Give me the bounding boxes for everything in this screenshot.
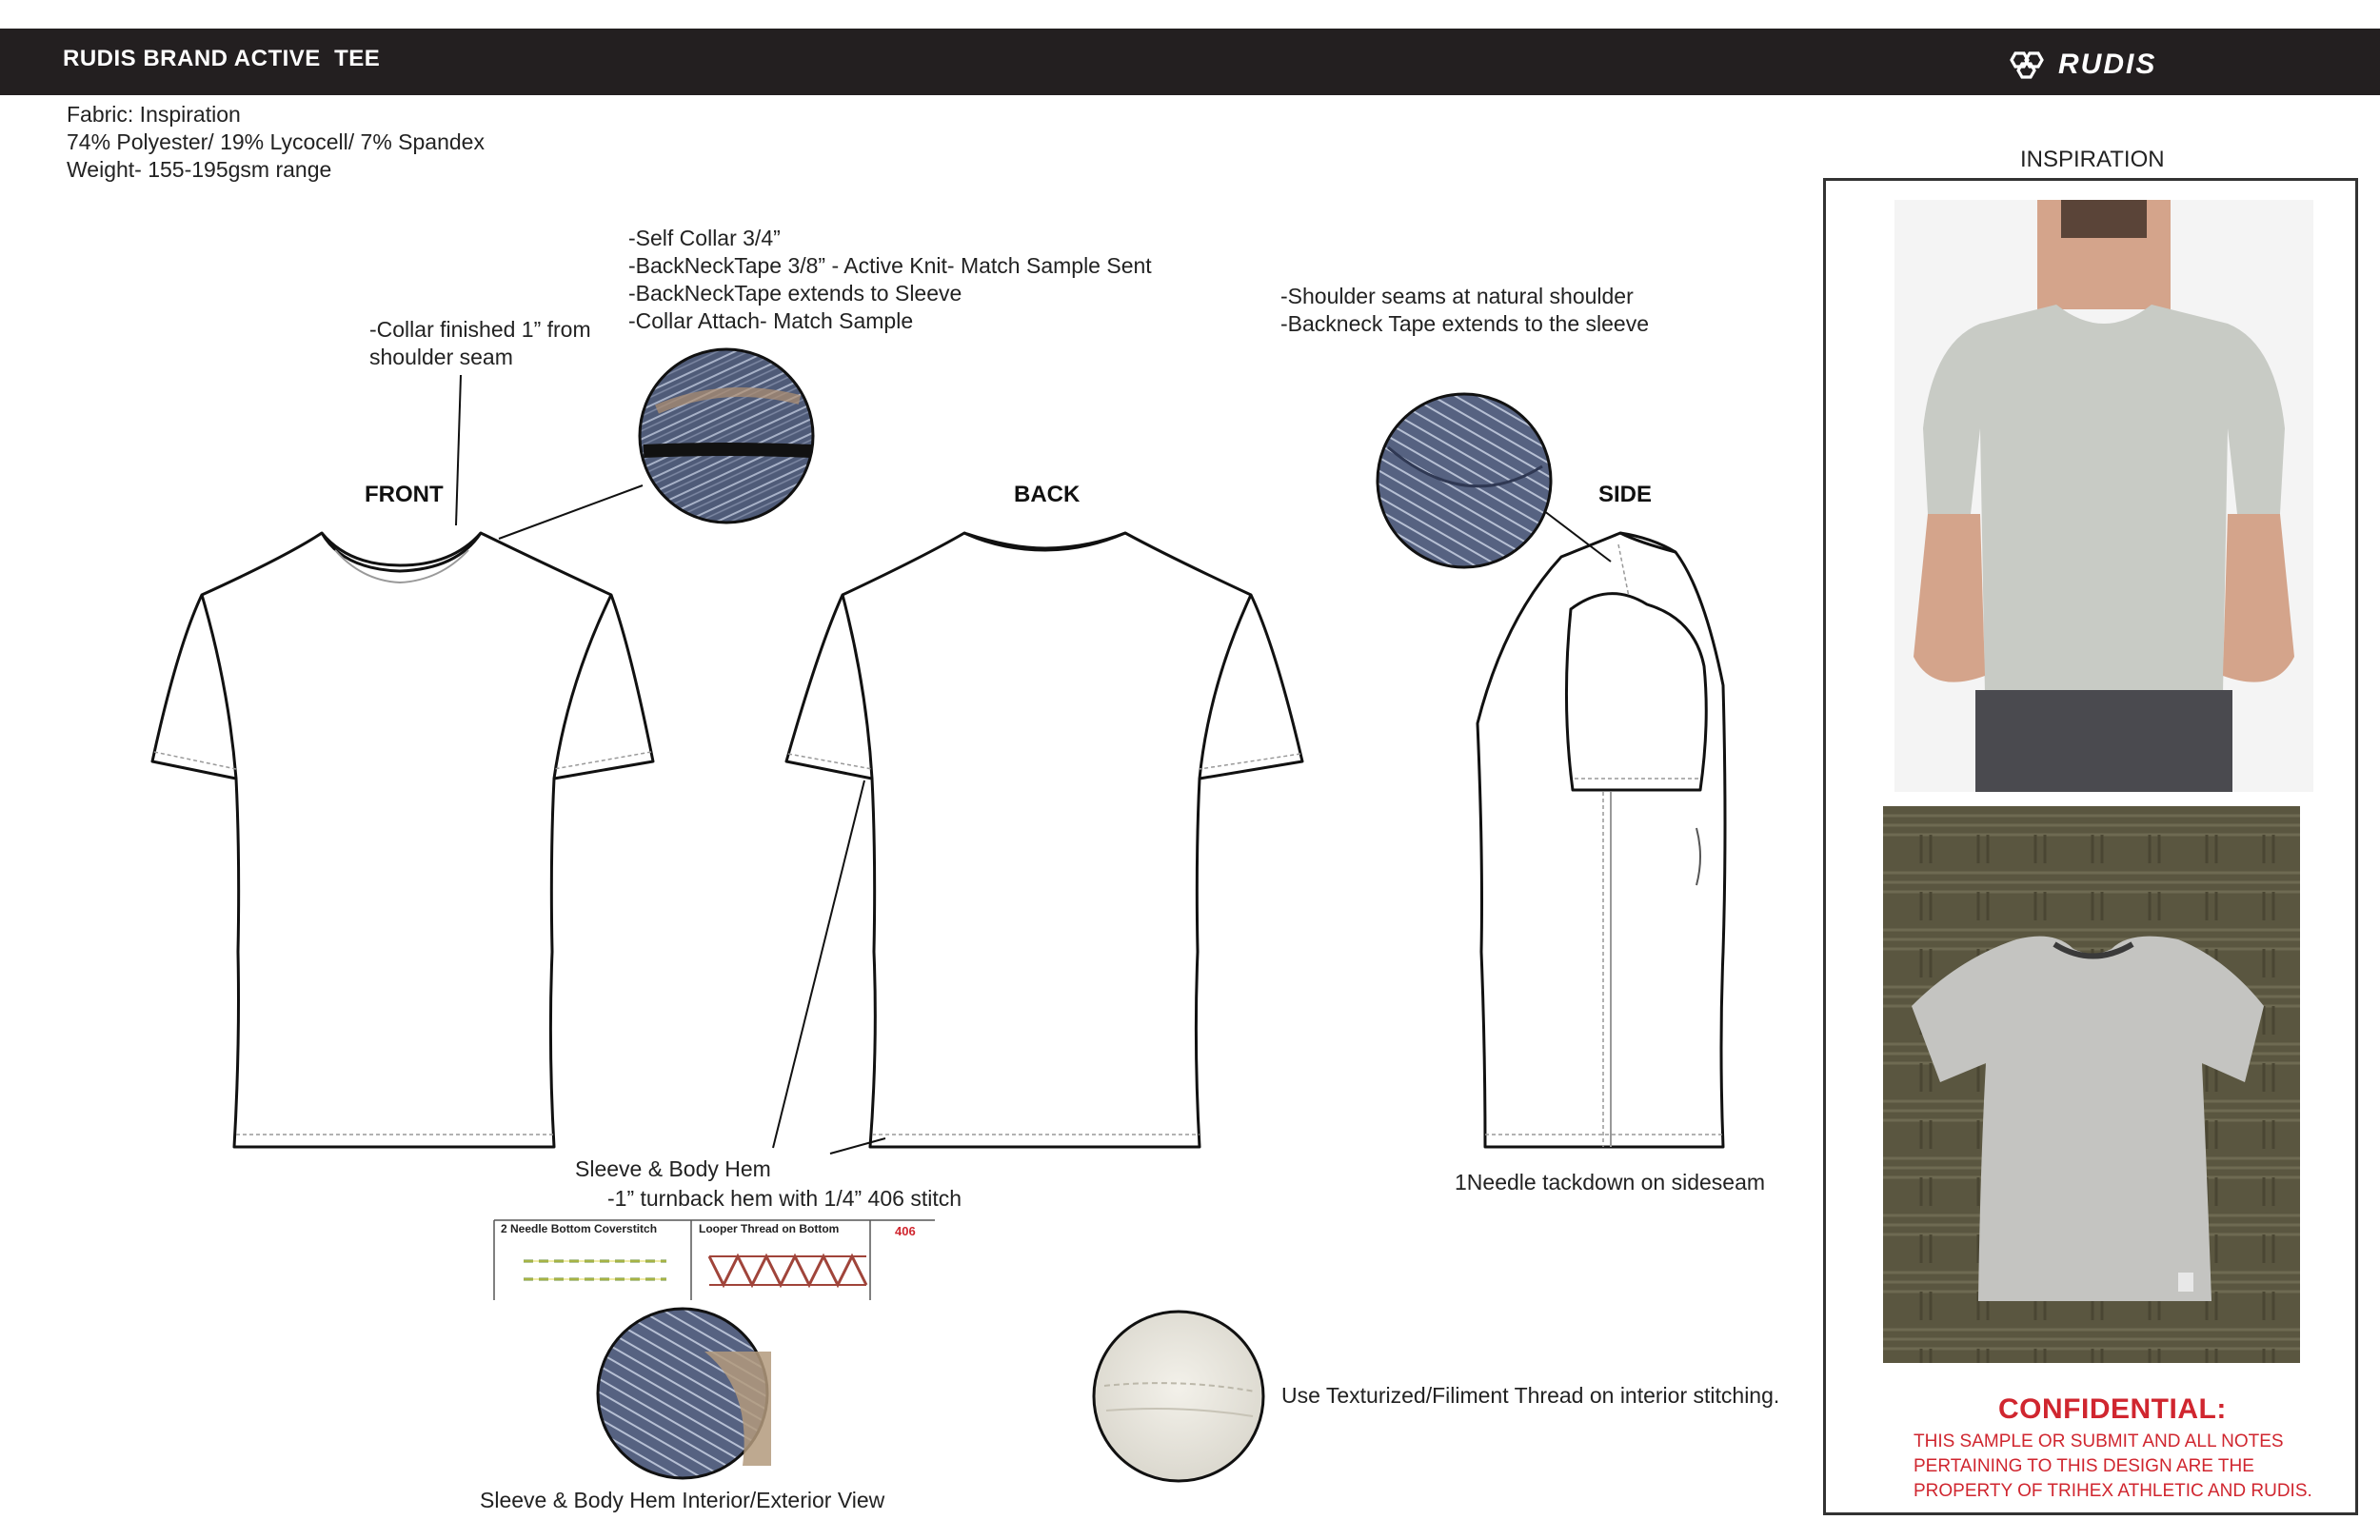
confidential-line-3: PROPERTY OF TRIHEX ATHLETIC AND RUDIS. xyxy=(1914,1481,2312,1501)
side-label: SIDE xyxy=(1598,482,1653,507)
logo-text: RUDIS xyxy=(2058,49,2157,80)
confidential-line-2: PERTAINING TO THIS DESIGN ARE THE xyxy=(1914,1456,2254,1476)
collar-note-4: -Collar Attach- Match Sample xyxy=(628,308,914,333)
thread-detail-circle xyxy=(1094,1312,1263,1481)
inspiration-title: INSPIRATION xyxy=(2020,147,2165,172)
hem-note-2: -1” turnback hem with 1/4” 406 stitch xyxy=(607,1186,962,1211)
collar-finish-note-2: shoulder seam xyxy=(369,345,513,369)
coverstitch-icon xyxy=(524,1261,666,1279)
side-tee-flat xyxy=(1478,533,1725,1147)
collar-finish-note-1: -Collar finished 1” from xyxy=(369,317,591,342)
shoulder-note-1: -Shoulder seams at natural shoulder xyxy=(1280,284,1634,308)
front-label: FRONT xyxy=(365,482,444,507)
back-tee-flat xyxy=(786,533,1302,1147)
hem-note-1: Sleeve & Body Hem xyxy=(575,1156,771,1181)
hem-view-caption: Sleeve & Body Hem Interior/Exterior View xyxy=(480,1488,885,1512)
collar-note-2: -BackNeckTape 3/8” - Active Knit- Match Sample Sent xyxy=(628,253,1152,278)
rudis-logo xyxy=(2003,48,2156,82)
confidential-title: CONFIDENTIAL: xyxy=(1998,1393,2227,1425)
sideseam-note: 1Needle tackdown on sideseam xyxy=(1455,1170,1766,1194)
model-photo xyxy=(1894,200,2313,792)
stitch-col-3: 406 xyxy=(895,1224,916,1238)
collar-detail-circle xyxy=(640,349,813,523)
fabric-line-2: 74% Polyester/ 19% Lycocell/ 7% Spandex xyxy=(67,129,485,154)
fabric-line-3: Weight- 155-195gsm range xyxy=(67,157,332,182)
shoulder-detail-circle xyxy=(1378,394,1551,567)
front-tee-flat xyxy=(152,533,653,1147)
back-label: BACK xyxy=(1014,482,1081,507)
page-title: RUDIS BRAND ACTIVE TEE xyxy=(63,46,381,71)
stitch-col-2: Looper Thread on Bottom xyxy=(699,1222,840,1235)
confidential-line-1: THIS SAMPLE OR SUBMIT AND ALL NOTES xyxy=(1914,1431,2284,1451)
collar-note-3: -BackNeckTape extends to Sleeve xyxy=(628,281,962,306)
shoulder-note-2: -Backneck Tape extends to the sleeve xyxy=(1280,311,1649,336)
hex-logo-icon xyxy=(2003,48,2051,82)
hem-detail-circle xyxy=(598,1309,771,1478)
thread-note: Use Texturized/Filiment Thread on interior stitching. xyxy=(1281,1383,1780,1408)
fabric-line-1: Fabric: Inspiration xyxy=(67,102,241,127)
collar-note-1: -Self Collar 3/4” xyxy=(628,226,781,250)
flat-sample-photo xyxy=(1883,806,2300,1363)
stitch-col-1: 2 Needle Bottom Coverstitch xyxy=(501,1222,658,1235)
looper-thread-icon xyxy=(709,1256,866,1285)
